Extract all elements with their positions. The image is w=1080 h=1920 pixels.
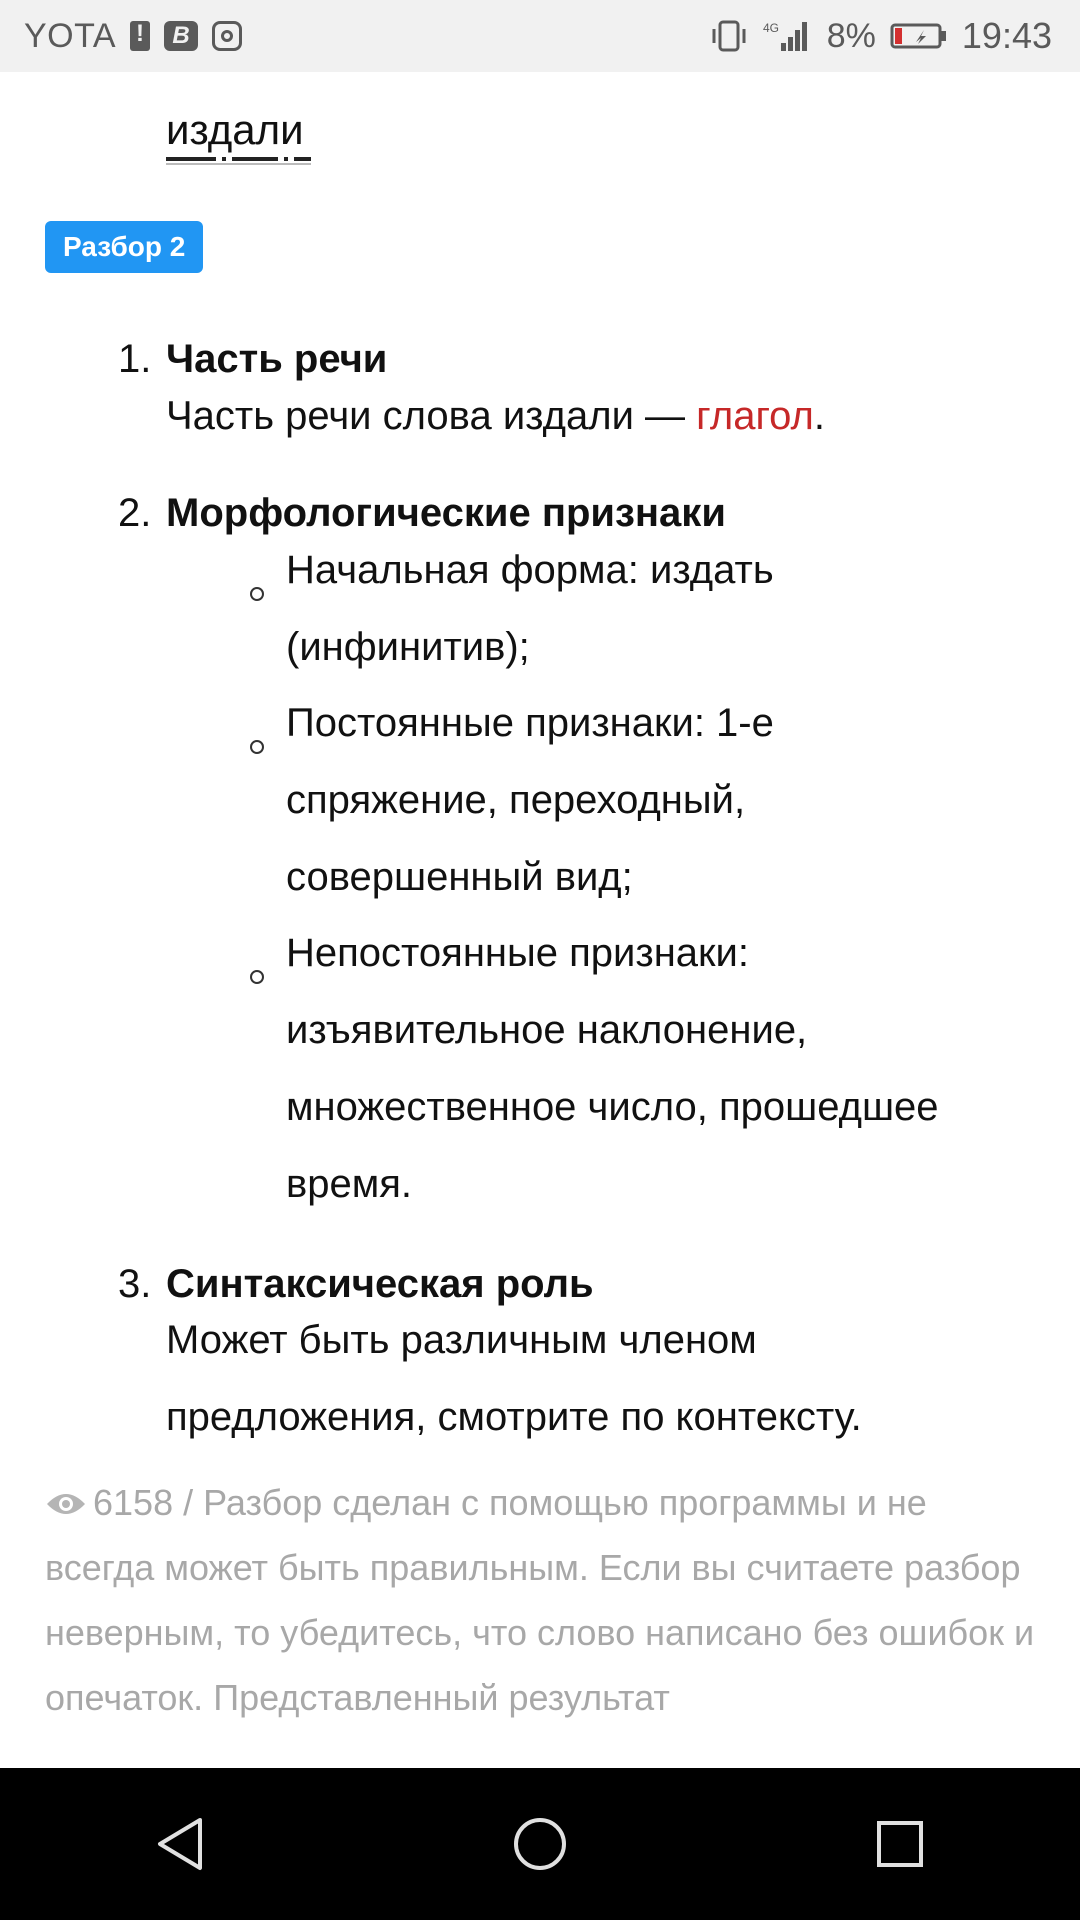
back-icon (154, 1816, 206, 1872)
battery-percent: 8% (826, 16, 876, 55)
vibrate-icon (709, 19, 749, 53)
bullet-icon (250, 587, 264, 601)
feature-line: Начальная форма: издать (286, 548, 774, 592)
eye-icon (45, 1490, 87, 1518)
section-title-morphology: Морфологические признаки (166, 491, 726, 535)
navigation-bar (0, 1768, 1080, 1920)
network-4g-icon (763, 19, 813, 53)
feature-line: изъявительное наклонение, (286, 1008, 808, 1052)
disclaimer-text: / Разбор сделан с помощью программы и не всегда может быть правильным. Если вы считаете разбор неверным, то убедитесь, что слово написано без ошибок и опечаток. Представленный результат (45, 1482, 1035, 1718)
morph-feature-initial-form (286, 532, 1026, 686)
part-of-speech-text (166, 378, 1026, 455)
morph-feature-permanent (286, 685, 1026, 916)
svg-text:4G: 4G (762, 21, 779, 35)
home-button[interactable] (490, 1794, 590, 1894)
feature-line: (инфинитив); (286, 625, 530, 669)
parse-badge[interactable]: Разбор 2 (45, 221, 203, 273)
view-count: 6158 (93, 1482, 174, 1523)
carrier-label: YOTA (24, 16, 117, 55)
section-number: 1. (118, 337, 152, 381)
feature-line: спряжение, переходный, (286, 778, 746, 822)
syntax-role-text (166, 1302, 1026, 1456)
feature-line: время. (286, 1162, 413, 1206)
pos-suffix: . (813, 394, 825, 438)
back-button[interactable] (130, 1794, 230, 1894)
section-number: 2. (118, 491, 152, 535)
status-bar (0, 0, 1080, 72)
syntax-line: Может быть различным членом (166, 1318, 757, 1362)
recents-button[interactable] (850, 1794, 950, 1894)
section-title-syntax-role: Синтаксическая роль (166, 1262, 594, 1306)
battery-icon (890, 22, 948, 50)
pos-value[interactable]: глагол (696, 394, 814, 438)
section-number: 3. (118, 1262, 152, 1306)
section-title-part-of-speech: Часть речи (166, 337, 388, 381)
clock: 19:43 (961, 15, 1052, 56)
pos-prefix: Часть речи слова издали — (166, 394, 697, 438)
home-icon (512, 1816, 568, 1872)
instagram-icon (212, 21, 242, 51)
vk-icon: В (164, 21, 198, 51)
bullet-icon (250, 740, 264, 754)
disclaimer-note (45, 1470, 1035, 1730)
feature-line: Постоянные признаки: 1-е (286, 701, 774, 745)
warning-icon (130, 21, 150, 51)
syntax-line: предложения, смотрите по контексту. (166, 1395, 862, 1439)
feature-line: совершенный вид; (286, 855, 633, 899)
word-title: издали (166, 106, 304, 153)
feature-line: Непостоянные признаки: (286, 931, 749, 975)
feature-line: множественное число, прошедшее (286, 1085, 939, 1129)
bullet-icon (250, 970, 264, 984)
morph-feature-variable (286, 915, 1026, 1223)
word-underline-decoration (166, 156, 311, 166)
recents-icon (875, 1819, 925, 1869)
